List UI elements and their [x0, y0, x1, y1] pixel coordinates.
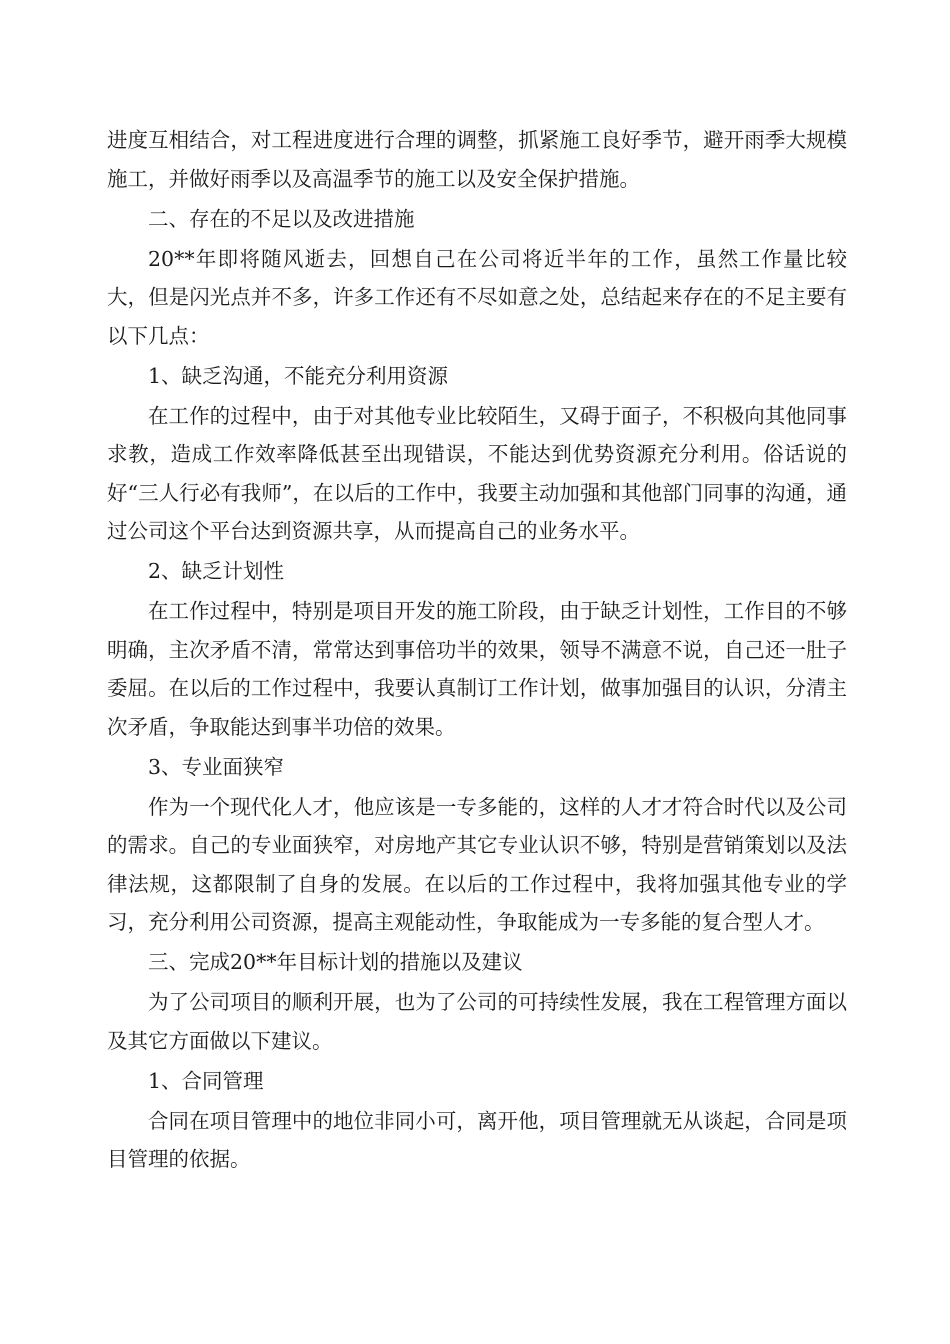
section-heading-measures: 三、完成20**年目标计划的措施以及建议 [148, 950, 523, 974]
subheading-lack-planning: 2、缺乏计划性 [148, 559, 285, 583]
subheading-narrow-expertise: 3、专业面狭窄 [148, 754, 285, 779]
document-body [107, 121, 847, 1180]
paragraph-expertise: 作为一个现代化人才，他应该是一专多能的，这样的人才才符合时代以及公司的需求。自己的专业面狭窄，对房地产其它专业认识不够，特别是营销策划以及法律法规，这都限制了自身的发展。在以后的工作过程中，我将加强其他专业的学习，充分利用公司资源，提高主观能动性，争取能成为一专多能的复合型人才。 [107, 794, 847, 934]
paragraph-suggestions: 为了公司项目的顺利开展，也为了公司的可持续性发展，我在工程管理方面以及其它方面做以下建议。 [107, 990, 847, 1053]
paragraph-progress-continued: 进度互相结合，对工程进度进行合理的调整，抓紧施工良好季节，避开雨季大规模施工，并做好雨季以及高温季节的施工以及安全保护措施。 [107, 128, 847, 191]
section-heading-shortcomings: 二、存在的不足以及改进措施 [148, 206, 415, 231]
subheading-contract-management: 1、合同管理 [148, 1068, 264, 1093]
paragraph-planning: 在工作过程中，特别是项目开发的施工阶段，由于缺乏计划性，工作目的不够明确，主次矛盾不清，常常达到事倍功半的效果，领导不满意不说，自己还一肚子委屈。在以后的工作过程中，我要认真制订工作计划，做事加强目的认识，分清主次矛盾，争取能达到事半功倍的效果。 [107, 599, 847, 739]
paragraph-year-review: 20**年即将随风逝去，回想自己在公司将近半年的工作，虽然工作量比较大，但是闪光点并不多，许多工作还有不尽如意之处，总结起来存在的不足主要有以下几点： [107, 246, 847, 348]
paragraph-communication: 在工作的过程中，由于对其他专业比较陌生，又碍于面子，不积极向其他同事求教，造成工作效率降低甚至出现错误，不能达到优势资源充分利用。俗话说的好“三人行必有我师”，在以后的工作中，我要主动加强和其他部门同事的沟通，通过公司这个平台达到资源共享，从而提高自己的业务水平。 [107, 403, 847, 543]
subheading-lack-communication: 1、缺乏沟通，不能充分利用资源 [148, 363, 449, 388]
paragraph-contract: 合同在项目管理中的地位非同小可，离开他，项目管理就无从谈起，合同是项目管理的依据。 [107, 1108, 847, 1171]
